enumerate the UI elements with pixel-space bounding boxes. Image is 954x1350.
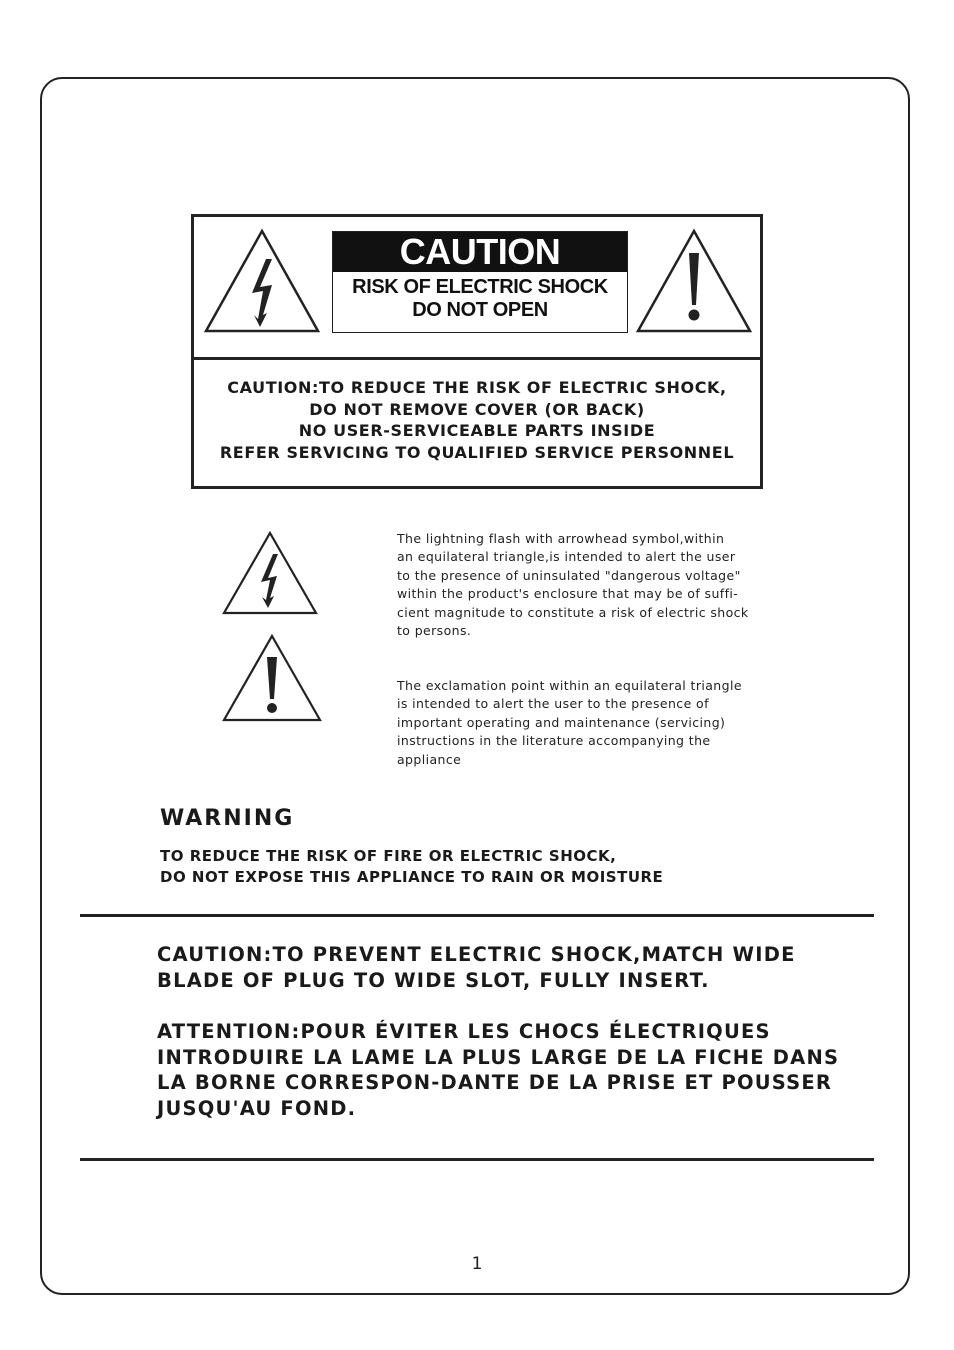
divider-bottom (80, 1158, 874, 1161)
description-line: is intended to alert the user to the presence of (397, 696, 709, 712)
description-line: The lightning flash with arrowhead symbol,within (397, 531, 725, 546)
lightning-symbol-description (397, 530, 777, 640)
description-line: The exclamation point within an equilateral triangle (397, 678, 742, 693)
plug-caution-text (157, 942, 796, 993)
exclamation-symbol-description (397, 677, 777, 769)
description-line: an equilateral triangle,is intended to alert the user (397, 549, 736, 565)
caution-heading: CAUTION (333, 232, 627, 272)
caution-instruction-line: NO USER-SERVICEABLE PARTS INSIDE (298, 421, 656, 440)
caution-instruction-line: REFER SERVICING TO QUALIFIED SERVICE PERSONNEL (219, 442, 735, 462)
description-line: to persons. (397, 623, 472, 639)
caution-instruction-line: CAUTION:TO REDUCE THE RISK OF ELECTRIC SHOCK, (227, 378, 727, 397)
page-number: 1 (471, 1254, 483, 1274)
description-line: within the product's enclosure that may be of suffi- (397, 586, 739, 602)
plug-attention-line: INTRODUIRE LA LAME LA PLUS LARGE DE LA FICHE DANS (157, 1045, 840, 1069)
description-line: cient magnitude to constitute a risk of electric shock (397, 604, 749, 620)
warning-title: WARNING (160, 806, 295, 831)
plug-attention-line: JUSQU'AU FOND. (157, 1096, 357, 1120)
description-line: instructions in the literature accompanying the (397, 733, 711, 749)
description-line: important operating and maintenance (servicing) (397, 714, 726, 730)
warning-line: DO NOT EXPOSE THIS APPLIANCE TO RAIN OR MOISTURE (160, 868, 664, 886)
warning-text (160, 846, 663, 888)
caution-label-line-1: RISK OF ELECTRIC SHOCK (352, 276, 608, 298)
description-line: appliance (397, 751, 462, 767)
caution-label-line-2: DO NOT OPEN (412, 299, 548, 321)
caution-label (332, 231, 628, 333)
caution-instructions (194, 377, 760, 463)
plug-attention-line: ATTENTION:POUR ÉVITER LES CHOCS ÉLECTRIQUES (157, 1020, 771, 1043)
lightning-symbol-icon (220, 530, 320, 616)
caution-label-box (191, 214, 763, 489)
plug-caution-line: CAUTION:TO PREVENT ELECTRIC SHOCK,MATCH WIDE (157, 943, 796, 966)
plug-caution-line: BLADE OF PLUG TO WIDE SLOT, FULLY INSERT. (157, 968, 710, 992)
exclamation-warning-icon (634, 227, 754, 335)
caution-label-top (194, 217, 760, 360)
plug-attention-text (157, 1019, 839, 1121)
divider-top (80, 914, 874, 917)
plug-attention-line: LA BORNE CORRESPON-DANTE DE LA PRISE ET POUSSER (157, 1071, 833, 1094)
lightning-warning-icon (202, 227, 322, 335)
caution-instruction-line: DO NOT REMOVE COVER (OR BACK) (309, 399, 645, 419)
warning-line: TO REDUCE THE RISK OF FIRE OR ELECTRIC SHOCK, (160, 847, 617, 865)
exclamation-symbol-icon (220, 633, 324, 723)
description-line: to the presence of uninsulated "dangerous voltage" (397, 567, 741, 583)
